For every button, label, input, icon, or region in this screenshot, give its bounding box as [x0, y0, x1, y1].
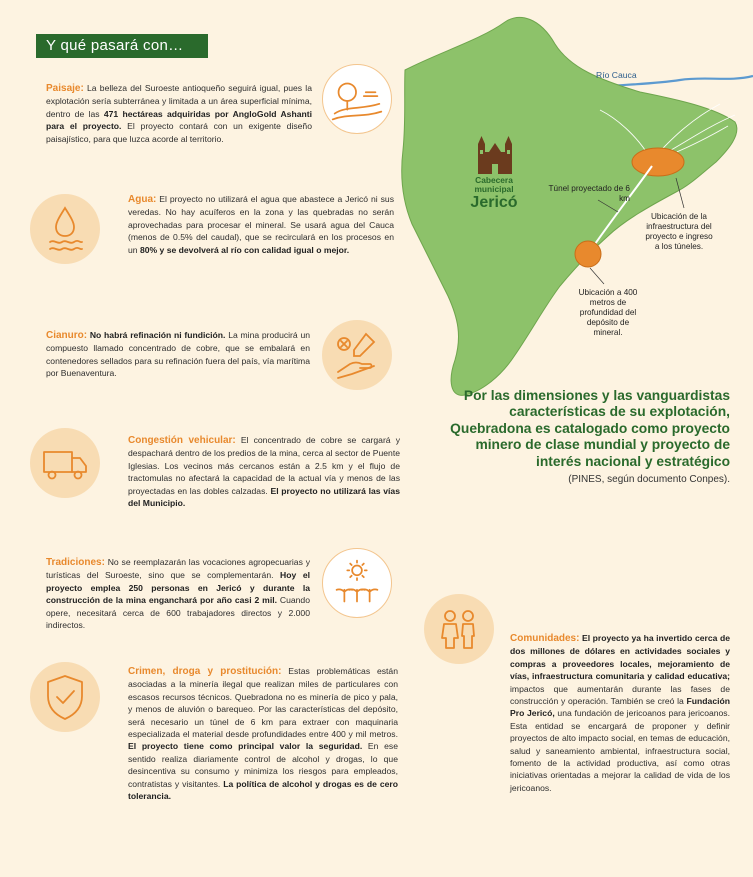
- infra-label: Ubicación de la infraestructura del proyecto e ingreso a los túneles.: [645, 212, 713, 251]
- deposit-marker: [575, 241, 601, 267]
- people-icon: [424, 594, 494, 664]
- crimen-text-1: Estas problemáticas están asociadas a la minería ilegal que realizan miles de particulares con escasos recursos técnicos. Quebradona no es minería de pico y pala, y menos de aluvión o barequeo. Por las características del depósito, será necesario un túnel de 6 km para extraer con maquinaria especializada el material desde profundidades entre 400 y mil metros.: [128, 666, 398, 740]
- comunidades-text-1: impactos que aumentarán durante las fases de construcción y operación. También se creó la: [510, 683, 730, 707]
- cianuro-text-1: La mina producirá un compuesto llamado concentrado de cobre, que se embalará en contenedores sellados para su refinación fuera del país, vía marítima por Buenaventura.: [46, 330, 310, 379]
- truck-icon: [30, 428, 100, 498]
- deposit-pointer: [590, 268, 604, 284]
- section-comunidades: [510, 632, 730, 794]
- section-agua: [128, 193, 394, 256]
- paisaje-text-2: El proyecto contará con un exigente diseño paisajístico, para que luzca acorde al territorio.: [46, 121, 312, 144]
- town-name: Jericó: [470, 194, 518, 211]
- infrastructure-area: [632, 148, 684, 176]
- town-kicker-1: Cabecera: [475, 175, 513, 185]
- paisaje-heading: Paisaje:: [46, 83, 84, 94]
- congestion-heading: Congestión vehicular:: [128, 435, 236, 446]
- crimen-heading: Crimen, droga y prostitución:: [128, 666, 282, 677]
- section-congestion: [128, 434, 400, 509]
- sprouts-sun-icon: [322, 548, 392, 618]
- tradiciones-heading: Tradiciones:: [46, 557, 105, 568]
- section-tradiciones: [46, 556, 310, 631]
- comunidades-text-2: una fundación de jericoanos para jericoanos. Esta entidad se encargará de proponer y definir proyectos de alto impacto social, en temas de educación, salud y saneamiento ambiental, infraestructura social, fomento de la actividad productiva, así como otras iniciativas orientadas a mejorar la calidad de vida de los jericoanos.: [510, 708, 730, 793]
- town-kicker-2: municipal: [474, 184, 514, 194]
- agua-bold-1: 80% y se devolverá al río con calidad igual o mejor.: [139, 244, 350, 255]
- shield-check-icon: [30, 662, 100, 732]
- comunidades-heading: Comunidades:: [510, 633, 580, 644]
- paisaje-text-1: La belleza del Suroeste antioqueño seguirá igual, pues la explotación sería subterránea y limitada a un área superficial mínima, dentro de las: [46, 83, 312, 119]
- river-label: Río Cauca: [596, 70, 637, 80]
- tradiciones-bold-1: Hoy el proyecto emplea 250 personas en Jericó y durante la construcción de la mina enganchará por año casi 2 mil.: [46, 570, 310, 606]
- cianuro-bold-1: No habrá refinación ni fundición.: [87, 330, 226, 340]
- landscape-icon: [322, 64, 392, 134]
- crimen-bold-2: La política de alcohol y drogas es de cero tolerancia.: [128, 778, 398, 802]
- congestion-bold-1: El proyecto no utilizará las vías del Municipio.: [128, 485, 400, 509]
- headline-main: Por las dimensiones y las vanguardistas características de su explotación, Quebradona es catalogado como proyecto minero de clase mundial y proyecto de interés nacional y estratégico: [450, 388, 730, 469]
- paisaje-bold-1: 471 hectáreas adquiridas por AngloGold Ashanti para el proyecto.: [46, 108, 312, 132]
- tunnel-label: Túnel proyectado de 6 km: [548, 184, 630, 203]
- headline-sub: (PINES, según documento Conpes).: [568, 474, 730, 486]
- congestion-text-1: El concentrado de cobre se cargará y despachará dentro de los predios de la mina, cerca al sector de Puente Iglesias. Los vecinos más cercanos están a 2.5 km y el flujo de tractomulas no afectará la capacidad de la actual vía y menos de las proyectadas en las dobles calzadas.: [128, 435, 400, 496]
- agua-text-1: El proyecto no utilizará el agua que abastece a Jericó ni sus veredas. No hay acuíferos en la zona y las quebradas no serán aprovechadas para procesar el mineral. Se usará agua del Cauca (menos de 0.5% del caudal), que se recirculará en los procesos en un: [128, 194, 394, 255]
- cianuro-heading: Cianuro:: [46, 330, 88, 341]
- town-label: [459, 176, 529, 212]
- section-cianuro: [46, 329, 310, 380]
- crimen-text-2: En ese sentido realiza diariamente control de alcohol y drogas, lo que desincentiva su consumo y minimiza los riesgos para empleados, contratistas y visitantes.: [128, 741, 398, 789]
- comunidades-bold-1: El proyecto ya ha invertido cerca de dos millones de dólares en actividades sociales y compras a proveedores locales, mejoramiento de vías, infraestructura comunitaria y calidad educativa;: [510, 633, 730, 682]
- water-drop-icon: [30, 194, 100, 264]
- agua-heading: Agua:: [128, 194, 157, 205]
- municipality-shape: [402, 17, 737, 395]
- section-crimen: [128, 665, 398, 802]
- section-paisaje: [46, 82, 312, 145]
- comunidades-bold-2: Fundación Pro Jericó,: [510, 696, 730, 719]
- deposit-label: Ubicación a 400 metros de profundidad del depósito de mineral.: [578, 288, 638, 337]
- page-title: Y qué pasará con…: [36, 34, 208, 58]
- tradiciones-text-2: Cuando opere, necesitará cerca de 600 trabajadores directos y 2.000 indirectos.: [46, 595, 310, 631]
- tradiciones-text-1: No se reemplazarán las vocaciones agropecuarias y turísticas del Suroeste, sino que se complementarán.: [46, 557, 310, 581]
- crimen-bold-1: El proyecto tiene como principal valor la seguridad.: [128, 741, 363, 752]
- hand-test-tube-icon: [322, 320, 392, 390]
- headline: [430, 388, 730, 488]
